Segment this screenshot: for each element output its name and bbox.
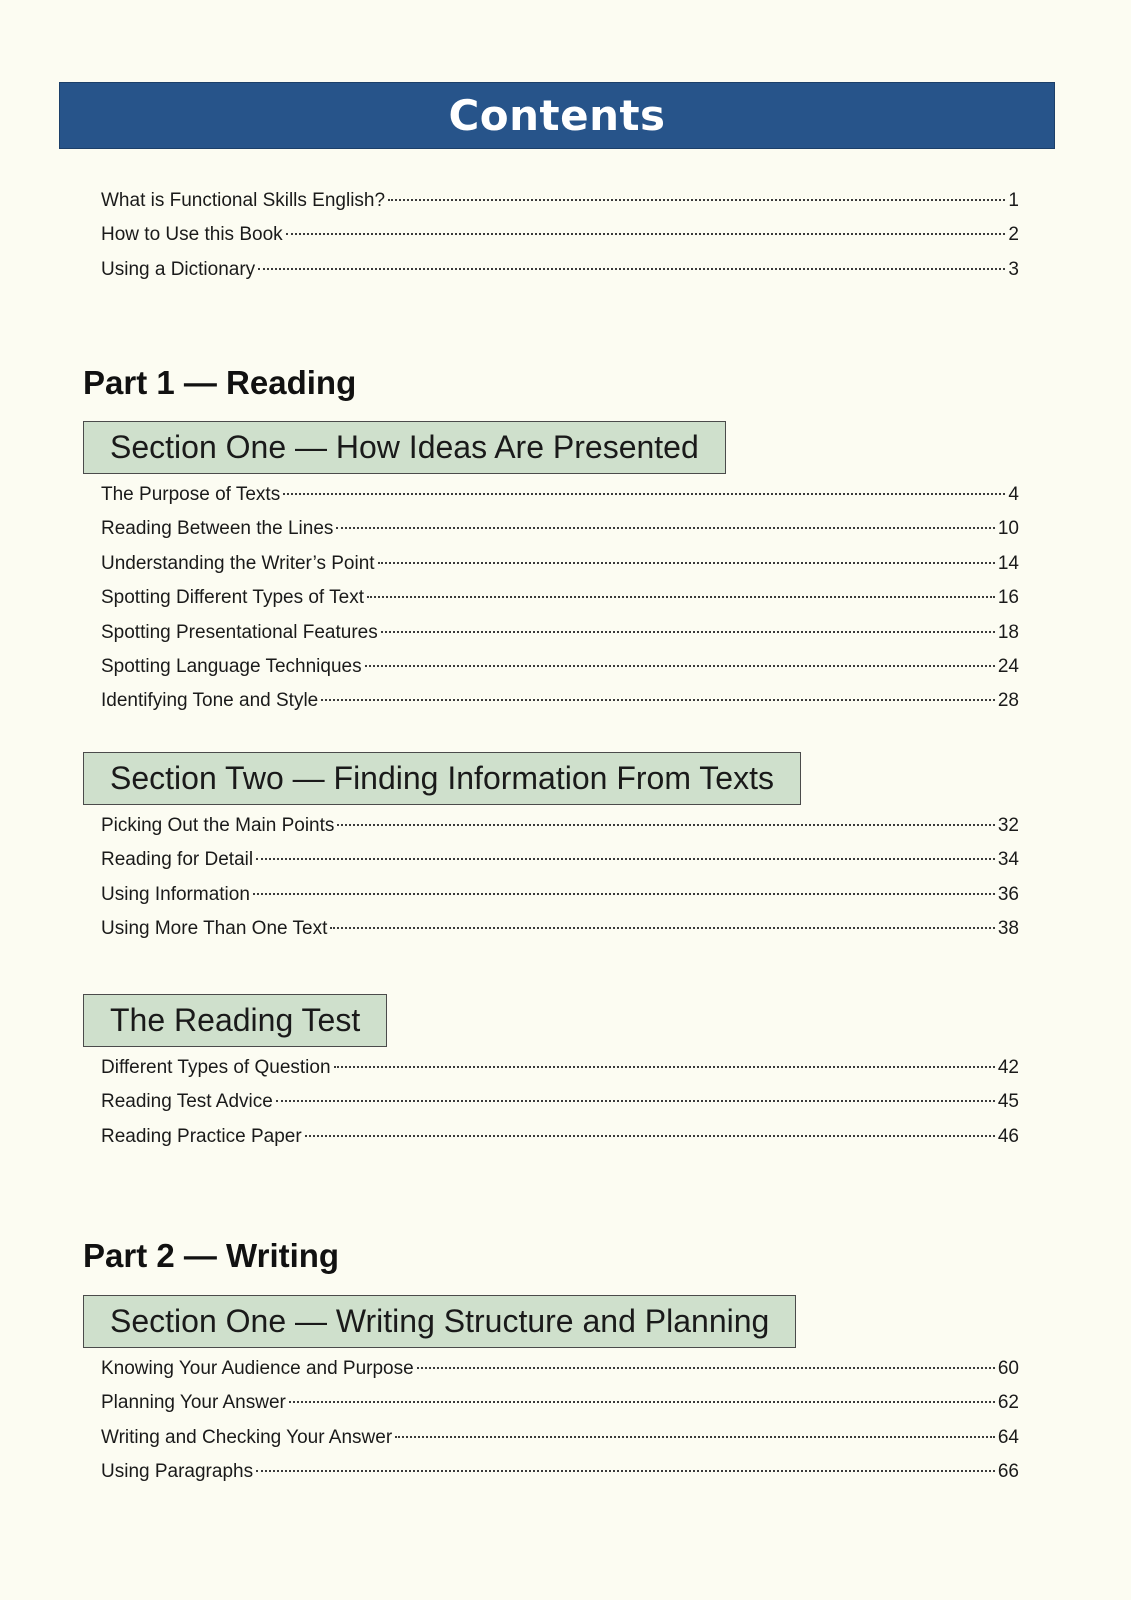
dot-leader [330,927,995,929]
toc-entry[interactable] [101,912,1019,946]
toc-entry[interactable] [101,512,1019,546]
toc-entry[interactable] [101,650,1019,684]
toc-entry[interactable] [101,843,1019,877]
contents-banner [59,82,1055,149]
dot-leader [367,596,995,598]
part-1-heading: Part 1 — Reading [83,364,357,401]
toc-entry-page: 64 [997,1426,1019,1448]
dot-leader [286,233,1006,235]
toc-entry-page: 46 [997,1125,1019,1147]
toc-entry-page: 62 [997,1392,1019,1414]
section-heading-reading-test: The Reading Test [83,994,387,1047]
toc-entry[interactable] [101,184,1019,218]
toc-entry[interactable] [101,809,1019,843]
dot-leader [289,1401,995,1403]
dot-leader [305,1135,995,1137]
toc-entry[interactable] [101,1085,1019,1119]
section-heading-how-ideas-are-presented: Section One — How Ideas Are Presented [83,421,726,474]
dot-leader [337,824,994,826]
dot-leader [258,268,1005,270]
toc-entry-title: Spotting Different Types of Text [101,587,364,609]
toc-entry-title: Reading Test Advice [101,1091,273,1113]
dot-leader [283,493,1005,495]
toc-entry-title: Using More Than One Text [101,918,328,940]
toc-entry[interactable] [101,1352,1019,1386]
toc-entry-page: 3 [1008,258,1019,280]
dot-leader [381,631,995,633]
toc-entry-title: The Purpose of Texts [101,484,281,505]
toc-entry[interactable] [101,1421,1019,1455]
toc-entry-title: Using Information [101,883,250,905]
dot-leader [378,562,995,564]
dot-leader [253,893,995,895]
toc-entry-page: 1 [1008,190,1019,211]
toc-entry-title: Spotting Language Techniques [101,655,362,677]
toc-entry-page: 4 [1008,484,1019,505]
toc-entry-title: Reading for Detail [101,849,254,871]
toc-entry-page: 24 [997,655,1019,677]
toc-entry-page: 36 [997,883,1019,905]
dot-leader [417,1367,995,1369]
toc-entry-page: 66 [997,1461,1019,1483]
toc-entry[interactable] [101,684,1019,718]
dot-leader [334,1066,995,1068]
toc-entry[interactable] [101,1120,1019,1154]
toc-entry-title: Reading Between the Lines [101,518,334,540]
dot-leader [365,665,995,667]
toc-entry-title: What is Functional Skills English? [101,190,386,211]
toc-entry[interactable] [101,253,1019,287]
toc-entry[interactable] [101,616,1019,650]
toc-entry-page: 42 [997,1057,1019,1078]
toc-entry-title: Identifying Tone and Style [101,690,319,712]
intro-toc-list [101,184,1019,287]
dot-leader [256,858,995,860]
toc-entry[interactable] [101,478,1019,512]
dot-leader [276,1100,995,1102]
page-title: Contents [448,91,666,140]
dot-leader [321,699,995,701]
toc-entry-page: 10 [997,518,1019,540]
toc-entry-page: 32 [997,815,1019,836]
dot-leader [388,199,1005,201]
toc-entry-page: 14 [997,552,1019,574]
section-toc-list [101,1051,1019,1154]
toc-entry-title: Writing and Checking Your Answer [101,1426,393,1448]
toc-entry-title: Picking Out the Main Points [101,815,335,836]
toc-entry-title: Using a Dictionary [101,258,256,280]
toc-entry-title: Different Types of Question [101,1057,331,1078]
toc-entry-page: 34 [997,849,1019,871]
toc-entry-page: 16 [997,587,1019,609]
toc-entry[interactable] [101,581,1019,615]
toc-entry-page: 18 [997,621,1019,643]
toc-entry[interactable] [101,1386,1019,1420]
toc-entry-page: 38 [997,918,1019,940]
toc-entry-title: Understanding the Writer’s Point [101,552,375,574]
toc-entry[interactable] [101,1455,1019,1489]
dot-leader [336,527,994,529]
toc-entry-title: Using Paragraphs [101,1461,254,1483]
toc-entry[interactable] [101,1051,1019,1085]
toc-entry-title: How to Use this Book [101,224,283,246]
section-toc-list [101,1352,1019,1490]
toc-entry-title: Knowing Your Audience and Purpose [101,1358,414,1379]
part-2-heading: Part 2 — Writing [83,1237,340,1274]
toc-entry[interactable] [101,878,1019,912]
toc-entry-page: 60 [997,1358,1019,1379]
toc-entry[interactable] [101,547,1019,581]
section-toc-list [101,478,1019,719]
toc-entry-page: 2 [1008,224,1019,246]
section-toc-list [101,809,1019,947]
dot-leader [395,1436,995,1438]
toc-entry-page: 45 [997,1091,1019,1113]
dot-leader [256,1470,995,1472]
toc-entry[interactable] [101,218,1019,252]
toc-entry-title: Reading Practice Paper [101,1125,302,1147]
toc-entry-title: Spotting Presentational Features [101,621,378,643]
section-heading-finding-information: Section Two — Finding Information From Texts [83,752,801,805]
section-heading-writing-structure: Section One — Writing Structure and Planning [83,1295,796,1348]
toc-entry-title: Planning Your Answer [101,1392,286,1414]
toc-entry-page: 28 [997,690,1019,712]
